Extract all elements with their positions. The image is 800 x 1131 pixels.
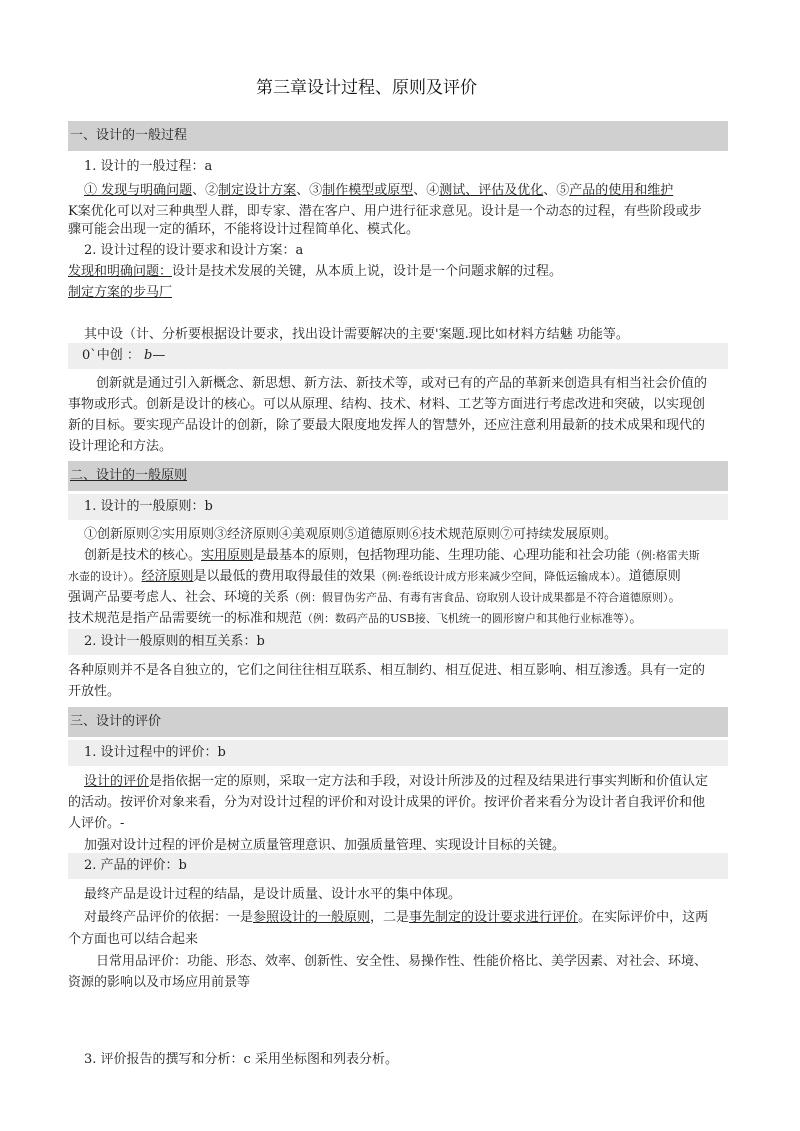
example-note: （例：数码产品的USB接、飞机统一的圆形窗户和其他行业标准等） (302, 612, 630, 625)
section-3-heading: 三、设计的评价 (70, 714, 162, 729)
evaluation-paragraph-line: 加强对设计过程的评价是树立质量管理意识、加强质量管理、实现设计目标的关键。 (84, 838, 566, 853)
relations-paragraph-line: 开放性。 (68, 684, 121, 699)
text-span: 创新是技术的核心。 (84, 548, 202, 563)
section-1-heading: 一、设计的一般过程 (70, 128, 188, 143)
step-sep: 、④ (413, 183, 440, 198)
innovation-bar (68, 343, 728, 369)
text-span: 。 (629, 611, 643, 626)
example-note: （例：假冒伪劣产品、有毒有害食品、窃取别人设计成果都是不符合道德原则） (289, 591, 669, 604)
daily-products-line: 资源的影响以及市场应用前景等 (68, 975, 251, 990)
principles-line (68, 590, 682, 606)
step-4: 测试、评估及优化 (439, 183, 544, 198)
text-span: 。道德原则 (615, 569, 681, 584)
principles-line (84, 548, 700, 564)
s3-subheading-2-bar (68, 853, 728, 879)
text-span: ，二是 (370, 910, 410, 925)
basis-term-1: 参照设计的一般原则 (253, 910, 371, 925)
step-sep: 、⑤ (543, 183, 570, 198)
text-span: 是以最低的费用取得最佳的效果 (193, 569, 376, 584)
s3-subheading-1: 1. 设计过程中的评价：b (84, 745, 226, 760)
example-note: （例:格雷夫斯 (630, 549, 700, 562)
s1-paragraph-line: 骤可能会出现一定的循环，不能将设计过程简单化、模式化。 (68, 222, 420, 237)
s1-problem-line (68, 264, 562, 280)
example-note: 水壶的设计） (68, 570, 129, 583)
innovation-paragraph-line: 设计理论和方法。 (68, 439, 173, 454)
s3-subheading-1-bar (68, 740, 728, 766)
s2-subheading-2: 2. 设计一般原则的相互关系：b (84, 634, 265, 649)
text-span: 。 (128, 569, 142, 584)
text-span: 是最基本的原则，包括物理功能、生理功能、心理功能和社会功能 (253, 548, 631, 563)
innovation-bar-level: b— (144, 348, 166, 363)
innovation-paragraph-line: 事物或形式。创新是设计的核心。可以从原理、结构、技术、材料、工艺等方面进行考虑改进和突破，以实现创 (68, 397, 706, 412)
principles-line (68, 569, 681, 585)
section-1-heading-bar (68, 121, 728, 151)
step-5: 产品的使用和维护 (569, 183, 674, 198)
s1-analysis-line: 其中设（计、分析要根据设计要求，找出设计需要解决的主要'案题.现比如材料方结魅 功能等。 (84, 327, 629, 342)
s1-subheading-2: 2. 设计过程的设计要求和设计方案：a (84, 243, 304, 258)
s2-subheading-2-bar (68, 629, 728, 655)
relations-paragraph-line: 各种原则并不是各自独立的，它们之间往往相互联系、相互制约、相互促进、相互影响、相互渗透。具有一定的 (68, 663, 706, 678)
section-2-heading: 二、设计的一般原则 (70, 468, 188, 483)
s3-subheading-3: 3. 评价报告的撰写和分析：c 采用坐标图和列表分析。 (84, 1052, 398, 1067)
innovation-bar-label: 0`中创 ： (82, 348, 140, 363)
text-span: 。 (668, 590, 682, 605)
evaluation-paragraph-line (84, 774, 708, 790)
principles-list: ①创新原则②实用原则③经济原则④美观原则⑤道德原则⑥技术规范原则⑦可持续发展原则。 (84, 527, 618, 542)
problem-term: 发现和明确问题： (68, 264, 173, 279)
s1-paragraph-line: K案优化可以对三种典型人群，即专家、潜在客户、用户进行征求意见。设计是一个动态的过程，有些阶段或步 (68, 204, 702, 219)
text-span: 是指依据一定的原则，采取一定方法和手段，对设计所涉及的过程及结果进行事实判断和价值认定 (149, 774, 709, 789)
s2-subheading-1-bar (68, 494, 728, 520)
text-span: 技术规范是指产品需要统一的标准和规范 (68, 611, 303, 626)
evaluation-term: 设计的评价 (84, 774, 150, 789)
step-1: ① 发现与明确问题 (84, 183, 193, 198)
product-paragraph-line: 最终产品是设计过程的结晶，是设计质量、设计水平的集中体现。 (84, 887, 462, 902)
step-2: 制定设计方案 (218, 183, 297, 198)
problem-text: 设计是技术发展的关键，从本质上说，设计是一个问题求解的过程。 (172, 264, 563, 279)
evaluation-paragraph-line: 的活动。按评价对象来看，分为对设计过程的评价和对设计成果的评价。按评价者来看分为设计者自我评价和他 (68, 795, 706, 810)
plan-steps-heading: 制定方案的步马厂 (68, 285, 173, 300)
basis-term-2: 事先制定的设计要求进行评价 (409, 910, 579, 925)
section-2-heading-bar (68, 461, 728, 491)
evaluation-paragraph-line: 人评价。- (68, 816, 125, 831)
section-3-heading-bar (68, 707, 728, 737)
product-paragraph-line: 个方面也可以结合起来 (68, 932, 199, 947)
practical-principle-term: 实用原则 (201, 548, 254, 563)
s1-steps-line (84, 183, 673, 199)
s2-subheading-1: 1. 设计的一般原则：b (84, 499, 213, 514)
daily-products-line: 日常用品评价：功能、形态、效率、创新性、安全性、易操作性、性能价格比、美学因素、对社会、环境、 (96, 954, 708, 969)
text-span: 对最终产品评价的依据：一是 (84, 910, 254, 925)
s3-subheading-2: 2. 产品的评价：b (84, 858, 187, 873)
example-note: （例:卷纸设计成方形来减少空间，降低运输成本） (375, 570, 616, 583)
innovation-paragraph-line: 新的目标。要实现产品设计的创新，除了要最大限度地发挥人的智慧外，还应注意利用最新的技术成果和现代的 (68, 418, 706, 433)
step-sep: 、② (192, 183, 219, 198)
step-3: 制作模型或原型 (322, 183, 414, 198)
step-sep: 、③ (296, 183, 323, 198)
economic-principle-term: 经济原则 (141, 569, 194, 584)
text-span: 强调产品要考虑人、社会、环境的关系 (68, 590, 290, 605)
page-title: 第三章设计过程、原则及评价 (256, 78, 477, 98)
innovation-paragraph-line: 创新就是通过引入新概念、新思想、新方法、新技术等，或对已有的产品的革新来创造具有相当社会价值的 (96, 376, 708, 391)
s1-subheading-1: 1. 设计的一般过程：a (84, 159, 213, 174)
text-span: 。在实际评价中，这两 (578, 910, 709, 925)
product-paragraph-line (84, 910, 708, 926)
principles-line (68, 611, 642, 627)
